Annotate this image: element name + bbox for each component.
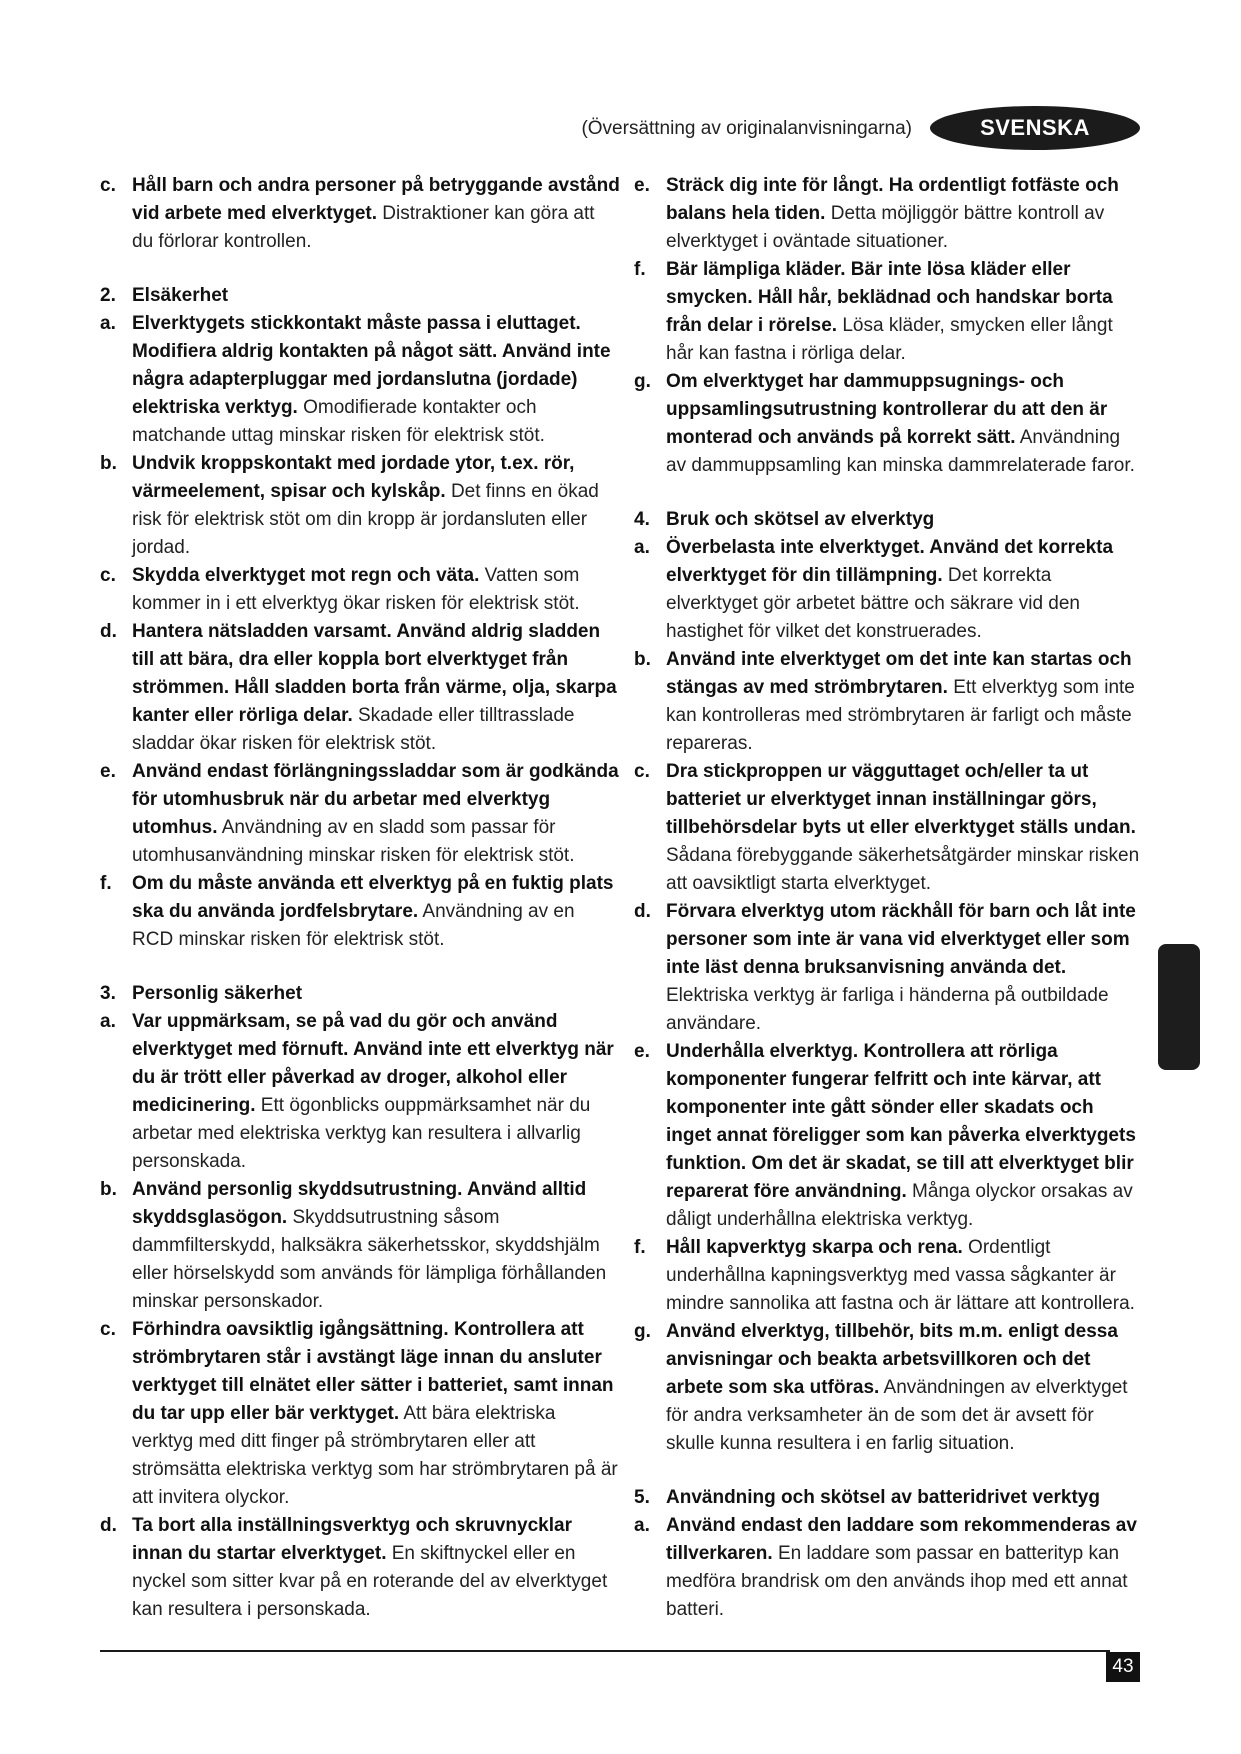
language-badge: SVENSKA xyxy=(930,106,1140,150)
list-item: f. Om du måste använda ett elverktyg på en fuktig plats ska du använda jordfelsbrytare. Användning av en RCD minskar risken för elektrisk stöt. xyxy=(100,873,614,950)
page-number: 43 xyxy=(1106,1652,1140,1682)
section-tab-marker xyxy=(1158,944,1200,1070)
list-item: c. Skydda elverktyget mot regn och väta. Vatten som kommer in i ett elverktyg ökar risken för elektrisk stöt. xyxy=(100,565,580,614)
list-item: c. Förhindra oavsiktlig igångsättning. Kontrollera att strömbrytaren står i avstängt läge innan du ansluter verktyget till elnätet eller sätter i batteriet, samt innan du tar upp eller bär verktyget. Att bära elektriska verktyg med ditt finger på strömbrytaren eller att strömsätta elektriska verktyg som har strömbrytaren på är att invitera olyckor. xyxy=(100,1319,618,1508)
list-item: c. Dra stickproppen ur vägguttaget och/eller ta ut batteriet ur elverktyget innan inställningar görs, tillbehörsdelar byts ut eller elverktyget ställs undan. Sådana förebyggande säkerhetsåtgärder minskar risken att oavsiktligt starta elverktyget. xyxy=(634,761,1140,894)
section-heading: 3. Personlig säkerhet xyxy=(100,983,303,1004)
list-item: e. Underhålla elverktyg. Kontrollera att rörliga komponenter fungerar felfritt och inte kärvar, att komponenter inte gått sönder eller skadats och inget annat föreligger som kan påverka elverktygets funktion. Om det är skadat, se till att elverktyget blir reparerat före användning. Många olyckor orsakas av dåligt underhållna elektriska verktyg. xyxy=(634,1041,1136,1230)
list-item: a. Var uppmärksam, se på vad du gör och använd elverktyget med förnuft. Använd inte ett elverktyg när du är trött eller påverkad av droger, alkohol eller medicinering. Ett ögonblicks ouppmärksamhet när du arbetar med elektriska verktyg kan resultera i allvarlig personskada. xyxy=(100,1011,614,1172)
list-item: g. Använd elverktyg, tillbehör, bits m.m. enligt dessa anvisningar och beakta arbetsvillkoren och det arbete som ska utföras. Användningen av elverktyget för andra verksamheter än de som det är avsett för skulle kunna resultera i en farlig situation. xyxy=(634,1321,1128,1454)
list-item: d. Förvara elverktyg utom räckhåll för barn och låt inte personer som inte är vana vid elverktyget eller som inte läst denna bruksanvisning använda det. Elektriska verktyg är farliga i händerna på outbildade användare. xyxy=(634,901,1136,1034)
list-item: a. Använd endast den laddare som rekommenderas av tillverkaren. En laddare som passar en batterityp kan medföra brandrisk om den används ihop med ett annat batteri. xyxy=(634,1515,1137,1620)
list-item: f. Håll kapverktyg skarpa och rena. Ordentligt underhållna kapningsverktyg med vassa sågkanter är mindre sannolika att fastna och är lättare att kontrollera. xyxy=(634,1237,1135,1314)
list-item: a. Överbelasta inte elverktyget. Använd det korrekta elverktyget för din tillämpning. Det korrekta elverktyget gör arbetet bättre och säkrare vid den hastighet för vilket det konstruerades. xyxy=(634,537,1114,642)
list-item: b. Använd personlig skyddsutrustning. Använd alltid skyddsglasögon. Skyddsutrustning såsom dammfilterskydd, halksäkra säkerhetsskor, skyddshjälm eller hörselskydd som används för lämpliga förhållanden minskar personskador. xyxy=(100,1179,607,1312)
section-heading: 5. Användning och skötsel av batteridrivet verktyg xyxy=(634,1487,1100,1508)
list-item: c. Håll barn och andra personer på betryggande avstånd vid arbete med elverktyget. Distraktioner kan göra att du förlorar kontrollen. xyxy=(100,175,620,252)
translation-note: (Översättning av originalanvisningarna) xyxy=(581,118,912,139)
section-heading: 4. Bruk och skötsel av elverktyg xyxy=(634,509,935,530)
list-item: e. Använd endast förlängningssladdar som är godkända för utomhusbruk när du arbetar med elverktyg utomhus. Användning av en sladd som passar för utomhusanvändning minskar risken för elektrisk stöt. xyxy=(100,761,619,866)
list-item: d. Hantera nätsladden varsamt. Använd aldrig sladden till att bära, dra eller koppla bort elverktyget från strömmen. Håll sladden borta från värme, olja, skarpa kanter eller rörliga delar. Skadade eller tilltrasslade sladdar ökar risken för elektrisk stöt. xyxy=(100,621,617,754)
list-item: g. Om elverktyget har dammuppsugnings- och uppsamlingsutrustning kontrollerar du att den är monterad och används på korrekt sätt. Användning av dammuppsamling kan minska dammrelaterade faror. xyxy=(634,371,1135,476)
list-item: a. Elverktygets stickkontakt måste passa i eluttaget. Modifiera aldrig kontakten på något sätt. Använd inte några adapterpluggar med jordanslutna (jordade) elektriska verktyg. Omodifierade kontakter och matchande uttag minskar risken för elektrisk stöt. xyxy=(100,313,611,446)
list-item: e. Sträck dig inte för långt. Ha ordentligt fotfäste och balans hela tiden. Detta möjliggör bättre kontroll av elverktyget i oväntade situationer. xyxy=(634,175,1119,252)
list-item: b. Använd inte elverktyget om det inte kan startas och stängas av med strömbrytaren. Ett elverktyg som inte kan kontrolleras med strömbrytaren är farligt och måste repareras. xyxy=(634,649,1135,754)
right-column xyxy=(634,172,1144,1624)
left-column xyxy=(100,172,620,1624)
list-item: f. Bär lämpliga kläder. Bär inte lösa kläder eller smycken. Håll hår, beklädnad och handskar borta från delar i rörelse. Lösa kläder, smycken eller långt hår kan fastna i rörliga delar. xyxy=(634,259,1113,364)
list-item: b. Undvik kroppskontakt med jordade ytor, t.ex. rör, värmeelement, spisar och kylskåp. Det finns en ökad risk för elektrisk stöt om din kropp är jordansluten eller jordad. xyxy=(100,453,599,558)
section-heading: 2. Elsäkerhet xyxy=(100,285,229,306)
footer-rule xyxy=(100,1650,1110,1652)
list-item: d. Ta bort alla inställningsverktyg och skruvnycklar innan du startar elverktyget. En skiftnyckel eller en nyckel som sitter kvar på en roterande del av elverktyget kan resultera i personskada. xyxy=(100,1515,608,1620)
